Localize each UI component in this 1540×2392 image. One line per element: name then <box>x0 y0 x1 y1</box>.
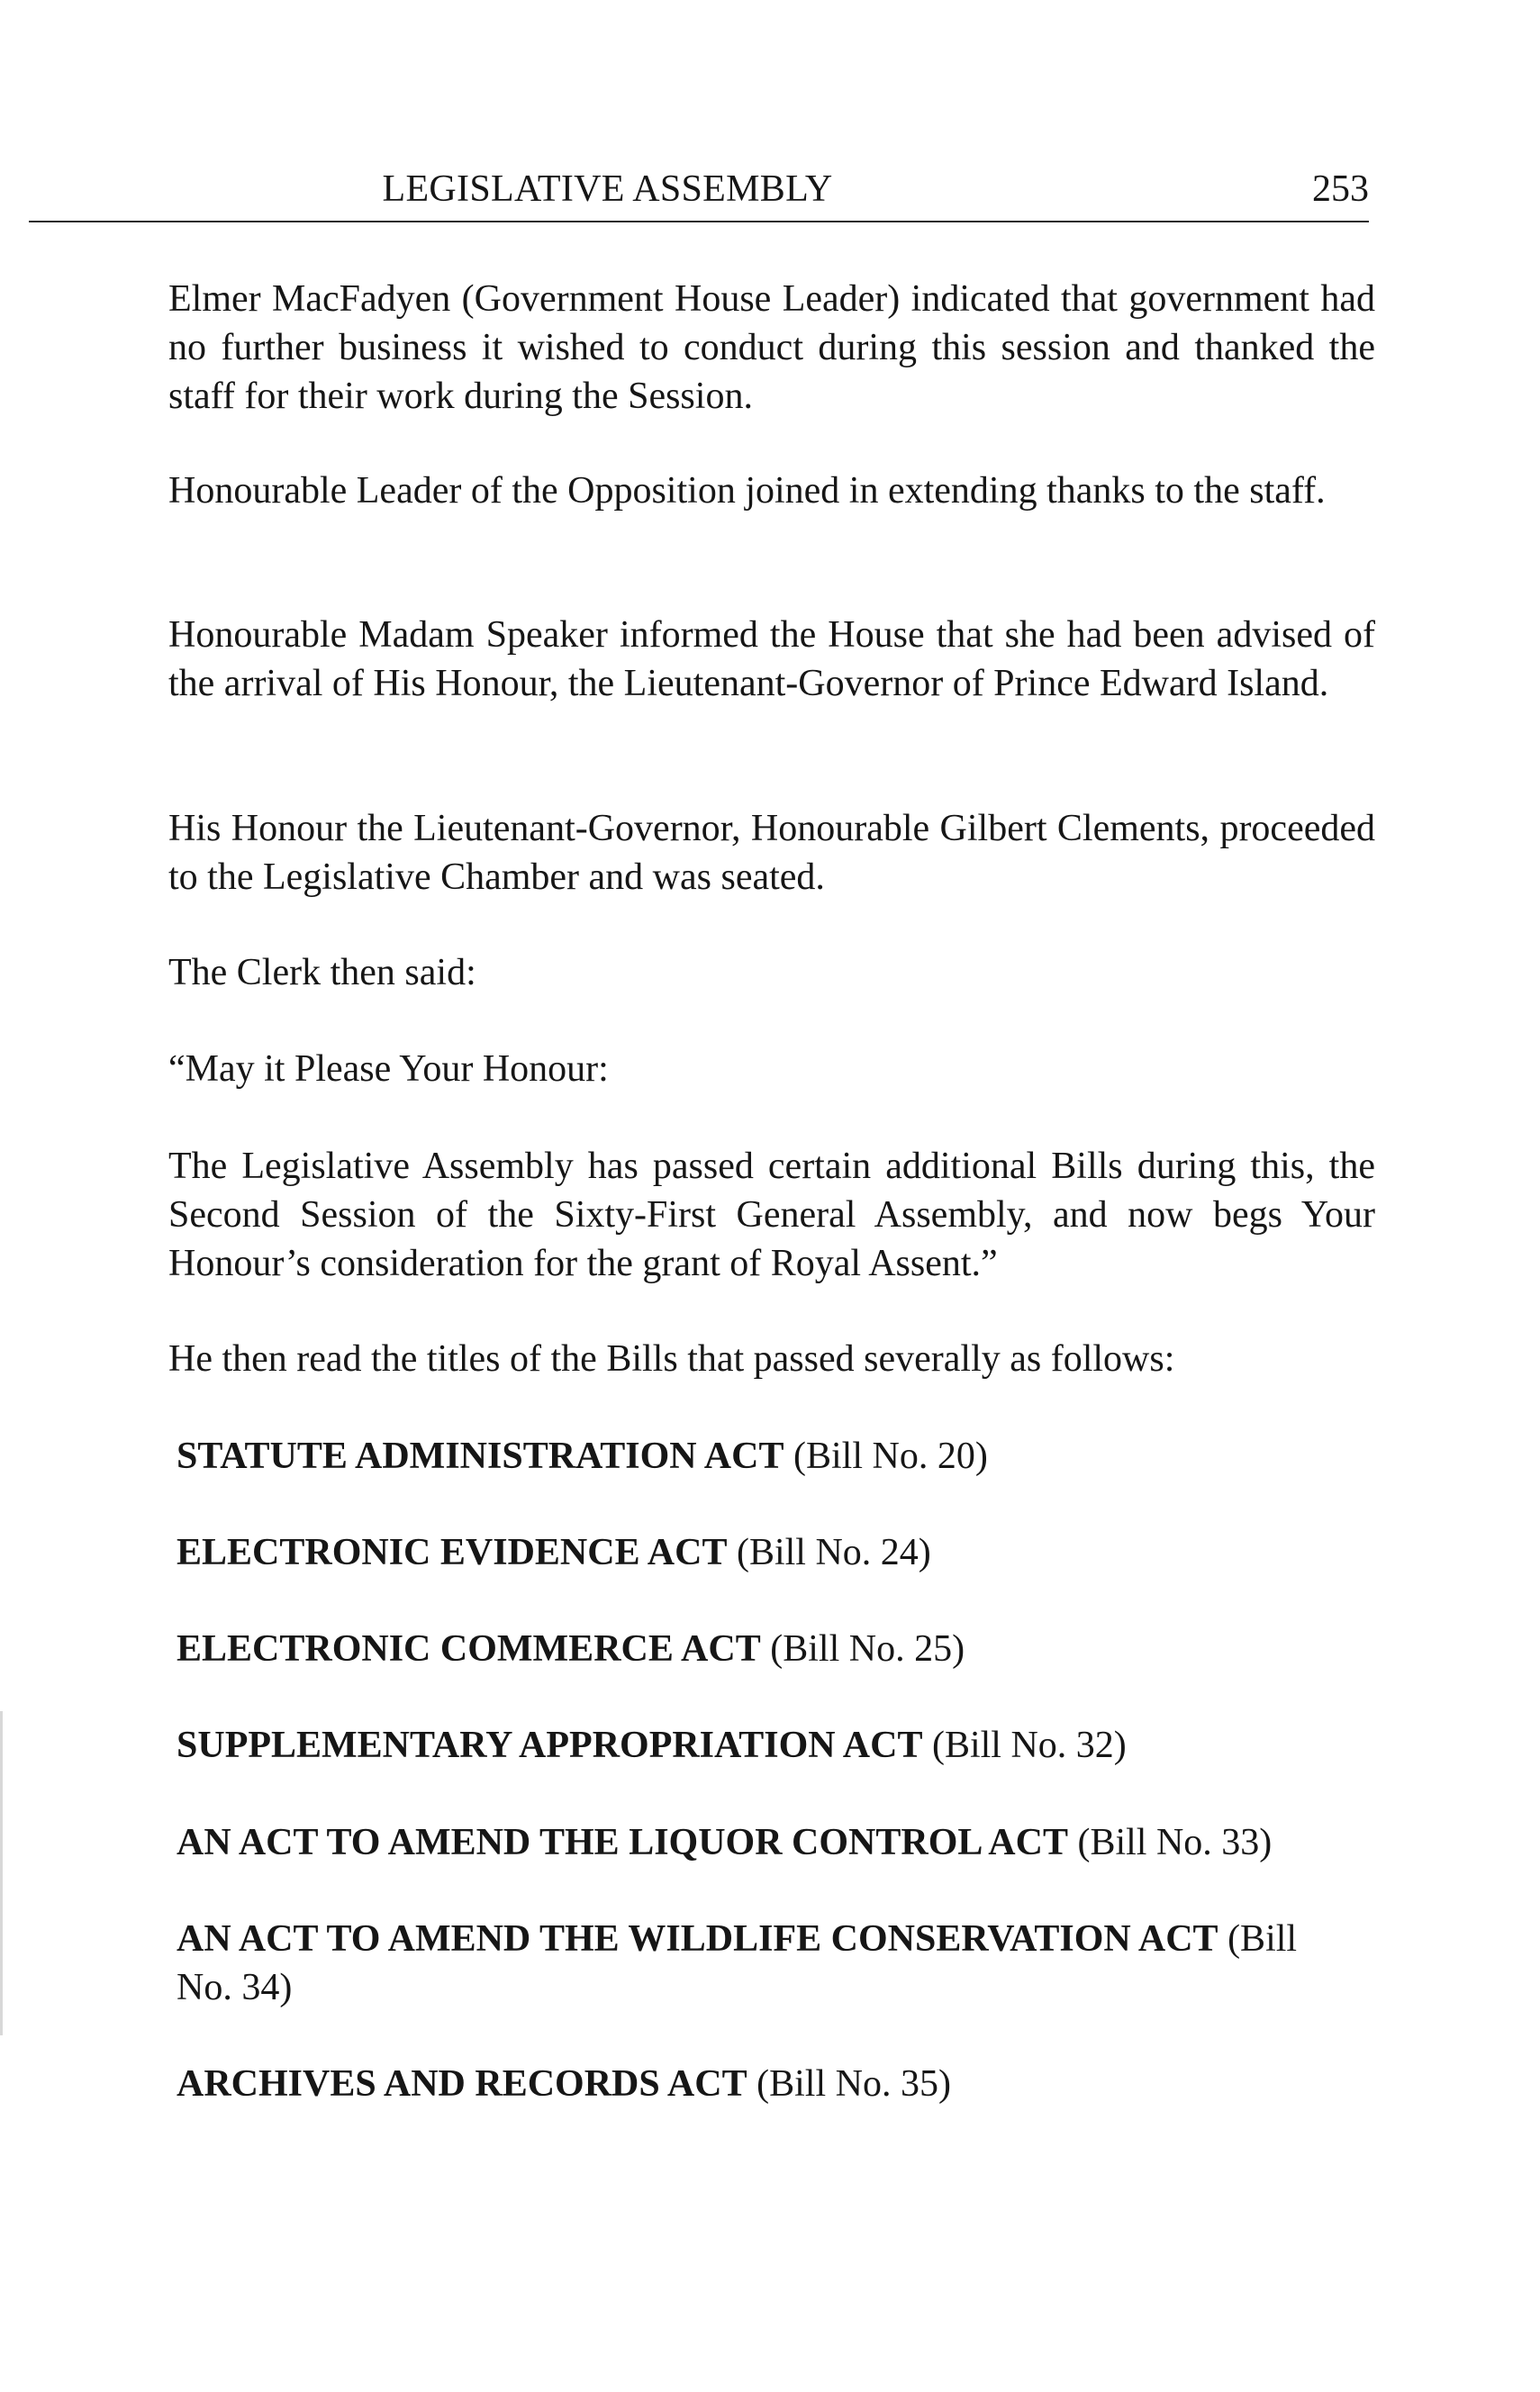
bill-number: (Bill No. 34) <box>177 1918 1298 2008</box>
bill-title: ELECTRONIC COMMERCE ACT <box>177 1628 761 1670</box>
paragraph-opposition-thanks: Honourable Leader of the Opposition joined in extending thanks to the staff. <box>168 470 1326 512</box>
bill-entry <box>177 1432 1383 1481</box>
page-number: 253 <box>1312 168 1369 210</box>
bill-entry <box>177 1915 1347 2012</box>
paragraph-titles-read: He then read the titles of the Bills that passed severally as follows: <box>168 1338 1175 1380</box>
bill-number: (Bill No. 24) <box>736 1532 931 1573</box>
paragraph-lieutenant-governor-seated: His Honour the Lieutenant-Governor, Honourable Gilbert Clements, proceeded to the Legislative Chamber and was seated. <box>168 808 1375 898</box>
bill-title: ARCHIVES AND RECORDS ACT <box>177 2063 747 2105</box>
bill-entry <box>177 2060 1383 2108</box>
bill-title: STATUTE ADMINISTRATION ACT <box>177 1436 784 1477</box>
bill-title: ELECTRONIC EVIDENCE ACT <box>177 1532 728 1573</box>
bill-number: (Bill No. 20) <box>793 1436 988 1477</box>
bill-number: (Bill No. 33) <box>1077 1822 1273 1863</box>
bill-number: (Bill No. 32) <box>931 1725 1127 1766</box>
running-title: LEGISLATIVE ASSEMBLY <box>382 168 833 210</box>
header-rule <box>29 221 1369 222</box>
scan-edge-mark <box>0 1711 3 2035</box>
bill-title: AN ACT TO AMEND THE WILDLIFE CONSERVATION ACT <box>177 1918 1218 1960</box>
bill-number: (Bill No. 35) <box>756 2063 951 2105</box>
bill-entry <box>177 1818 1383 1867</box>
bill-title: SUPPLEMENTARY APPROPRIATION ACT <box>177 1725 923 1766</box>
running-header <box>29 168 1369 222</box>
paragraph-clerk-said: The Clerk then said: <box>168 952 476 993</box>
paragraph-house-leader: Elmer MacFadyen (Government House Leader) indicated that government had no further business it wished to conduct during this session and thanked the staff for their work during the Session. <box>168 278 1375 417</box>
bill-title: AN ACT TO AMEND THE LIQUOR CONTROL ACT <box>177 1822 1068 1863</box>
paragraph-may-it-please: “May it Please Your Honour: <box>168 1048 609 1090</box>
paragraph-royal-assent-request: The Legislative Assembly has passed certain additional Bills during this, the Second Session of the Sixty-First General Assembly, and now begs Your Honour’s consideration for the grant of Royal Assent.” <box>168 1146 1375 1284</box>
bill-entry <box>177 1528 1383 1577</box>
bill-number: (Bill No. 25) <box>770 1628 965 1670</box>
bill-entry <box>177 1625 1383 1673</box>
paragraph-speaker-advised: Honourable Madam Speaker informed the House that she had been advised of the arrival of His Honour, the Lieutenant-Governor of Prince Edward Island. <box>168 614 1375 704</box>
bill-entry <box>177 1721 1383 1770</box>
